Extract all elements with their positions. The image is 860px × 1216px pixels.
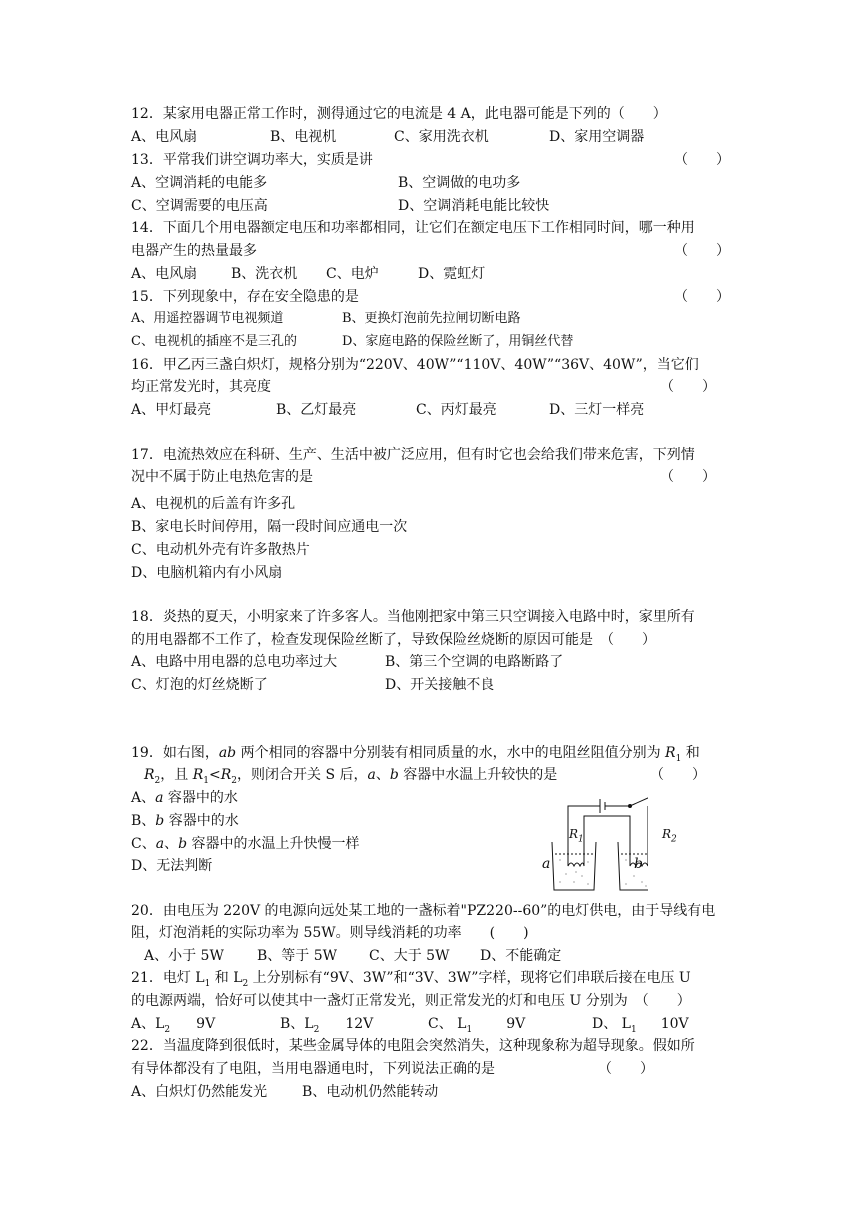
q17-answer-paren: （ ）	[660, 469, 716, 485]
q16-stem-line2: 均正常发光时，其亮度	[131, 379, 271, 395]
q19-circuit-diagram	[538, 786, 677, 900]
q19-stem-line1: 19．如右图，ab 两个相同的容器中分别装有相同质量的水，水中的电阻丝阻值分别为 $R_1$ 和	[131, 745, 700, 764]
q22-stem-line1: 22．当温度降到很低时，某些金属导体的电阻会突然消失，这种现象称为超导现象。假如所	[131, 1038, 695, 1054]
switch-contact	[628, 804, 632, 808]
q12-stem: 12．某家用电器正常工作时，测得通过它的电流是 4 A，此电器可能是下列的（ ）	[131, 106, 667, 122]
label-b: b	[634, 856, 643, 872]
q21-option-d: D、 $L_1$ 10V	[592, 1016, 689, 1035]
q15-option-c: C、电视机的插座不是三孔的	[131, 334, 297, 349]
q20-option-c: C、大于 5W	[369, 948, 450, 964]
q12-option-b: B、电视机	[270, 129, 337, 145]
q17-option-b: B、家电长时间停用，隔一段时间应通电一次	[131, 519, 408, 535]
q18-option-b: B、第三个空调的电路断路了	[385, 654, 564, 670]
q22-stem-line2: 有导体都没有了电阻，当用电器通电时，下列说法正确的是	[131, 1061, 495, 1077]
q19-option-b: B、b 容器中的水	[131, 813, 239, 829]
beaker-b	[618, 842, 648, 890]
q18-stem-line2: 的用电器都不工作了，检查发现保险丝断了，导致保险丝烧断的原因可能是 （ ）	[131, 632, 656, 648]
q18-stem-line1: 18．炎热的夏天，小明家来了许多客人。当他刚把家中第三只空调接入电路中时，家里所有	[131, 609, 695, 625]
q20-option-b: B、等于 5W	[257, 948, 338, 964]
q16-option-b: B、乙灯最亮	[276, 402, 357, 418]
q14-answer-paren: （ ）	[674, 243, 730, 259]
q13-option-b: B、空调做的电功多	[398, 175, 521, 191]
q14-option-a: A、电风扇	[131, 266, 198, 282]
label-r1: $R_1$	[569, 827, 584, 845]
q21-stem-line1: 21．电灯 $L_1$ 和 $L_2$ 上分别标有“9V、3W”和“3V、3W”字样，现将它们串联后接在电压 U	[131, 970, 691, 989]
q14-stem-line2: 电器产生的热量最多	[131, 243, 257, 259]
q20-stem-line1: 20．由电压为 220V 的电源向远处某工地的一盏标着"PZ220--60”的电灯供电，由于导线有电	[131, 903, 716, 919]
q22-answer-paren: （ ）	[598, 1061, 654, 1077]
q19-option-d: D、无法判断	[131, 858, 213, 874]
q15-answer-paren: （ ）	[674, 289, 730, 305]
q20-option-d: D、不能确定	[480, 948, 562, 964]
q12-option-d: D、家用空调器	[549, 129, 645, 145]
q12-option-a: A、电风扇	[131, 129, 198, 145]
q13-option-a: A、空调消耗的电能多	[131, 175, 268, 191]
q19-answer-paren: （ ）	[650, 767, 706, 783]
q17-stem-line2: 况中不属于防止电热危害的是	[131, 469, 313, 485]
q16-answer-paren: （ ）	[660, 379, 716, 395]
q15-option-b: B、更换灯泡前先拉闸切断电路	[342, 311, 521, 326]
q17-option-a: A、电视机的后盖有许多孔	[131, 496, 296, 512]
q16-option-d: D、三灯一样亮	[549, 402, 645, 418]
q15-option-a: A、用遥控器调节电视频道	[131, 311, 284, 326]
q19-option-a: A、a 容器中的水	[131, 790, 238, 806]
q18-option-d: D、开关接触不良	[385, 677, 495, 693]
q15-option-d: D、家庭电路的保险丝断了，用铜丝代替	[342, 334, 574, 349]
q12-option-c: C、家用洗衣机	[394, 129, 489, 145]
q20-stem-line2: 阻，灯泡消耗的实际功率为 55W。则导线消耗的功率 ( )	[131, 925, 529, 941]
q14-option-b: B、洗衣机	[231, 266, 298, 282]
q21-option-c: C、 $L_1$ 9V	[428, 1016, 526, 1035]
circuit-svg	[538, 786, 648, 900]
q15-stem: 15．下列现象中，存在安全隐患的是	[131, 289, 359, 305]
q14-option-c: C、电炉	[326, 266, 379, 282]
q20-option-a: A、小于 5W	[144, 948, 224, 964]
q13-option-c: C、空调需要的电压高	[131, 198, 268, 214]
switch-blade	[630, 797, 648, 806]
q13-answer-paren: （ ）	[674, 152, 730, 168]
resistor-coil-a	[568, 848, 584, 866]
label-r2: $R_2$	[662, 827, 677, 845]
q19-stem-line2: $R_2$，且 $R_1<R_2$，则闭合开关 S 后，a、b 容器中水温上升较快的是	[144, 767, 558, 786]
q16-option-c: C、丙灯最亮	[416, 402, 497, 418]
q22-option-a: A、白炽灯仍然能发光	[131, 1084, 268, 1100]
q17-option-d: D、电脑机箱内有小风扇	[131, 565, 283, 581]
q21-option-b: B、$L_2$ 12V	[280, 1016, 374, 1035]
label-a: a	[542, 856, 551, 872]
q18-option-c: C、灯泡的灯丝烧断了	[131, 677, 268, 693]
q13-option-d: D、空调消耗电能比较快	[398, 198, 550, 214]
q21-stem-line2: 的电源两端，恰好可以使其中一盏灯正常发光，则正常发光的灯和电压 U 分别为 （ ）	[131, 993, 691, 1009]
q22-option-b: B、电动机仍然能转动	[302, 1084, 439, 1100]
wire-inner	[584, 816, 630, 848]
q17-option-c: C、电动机外壳有许多散热片	[131, 542, 310, 558]
q19-option-c: C、a、b 容器中的水温上升快慢一样	[131, 836, 360, 852]
q14-option-d: D、霓虹灯	[418, 266, 486, 282]
q17-stem-line1: 17．电流热效应在科研、生产、生活中被广泛应用，但有时它也会给我们带来危害，下列情	[131, 447, 695, 463]
q16-stem-line1: 16．甲乙丙三盏白炽灯，规格分别为“220V、40W”“110V、40W”“36V、40W”，当它们	[131, 357, 699, 373]
q14-stem-line1: 14．下面几个用电器额定电压和功率都相同，让它们在额定电压下工作相同时间，哪一种用	[131, 220, 695, 236]
q13-stem: 13．平常我们讲空调功率大，实质是讲	[131, 152, 373, 168]
q21-option-a: A、$L_2$ 9V	[131, 1016, 216, 1035]
q18-option-a: A、电路中用电器的总电功率过大	[131, 654, 338, 670]
q16-option-a: A、甲灯最亮	[131, 402, 212, 418]
